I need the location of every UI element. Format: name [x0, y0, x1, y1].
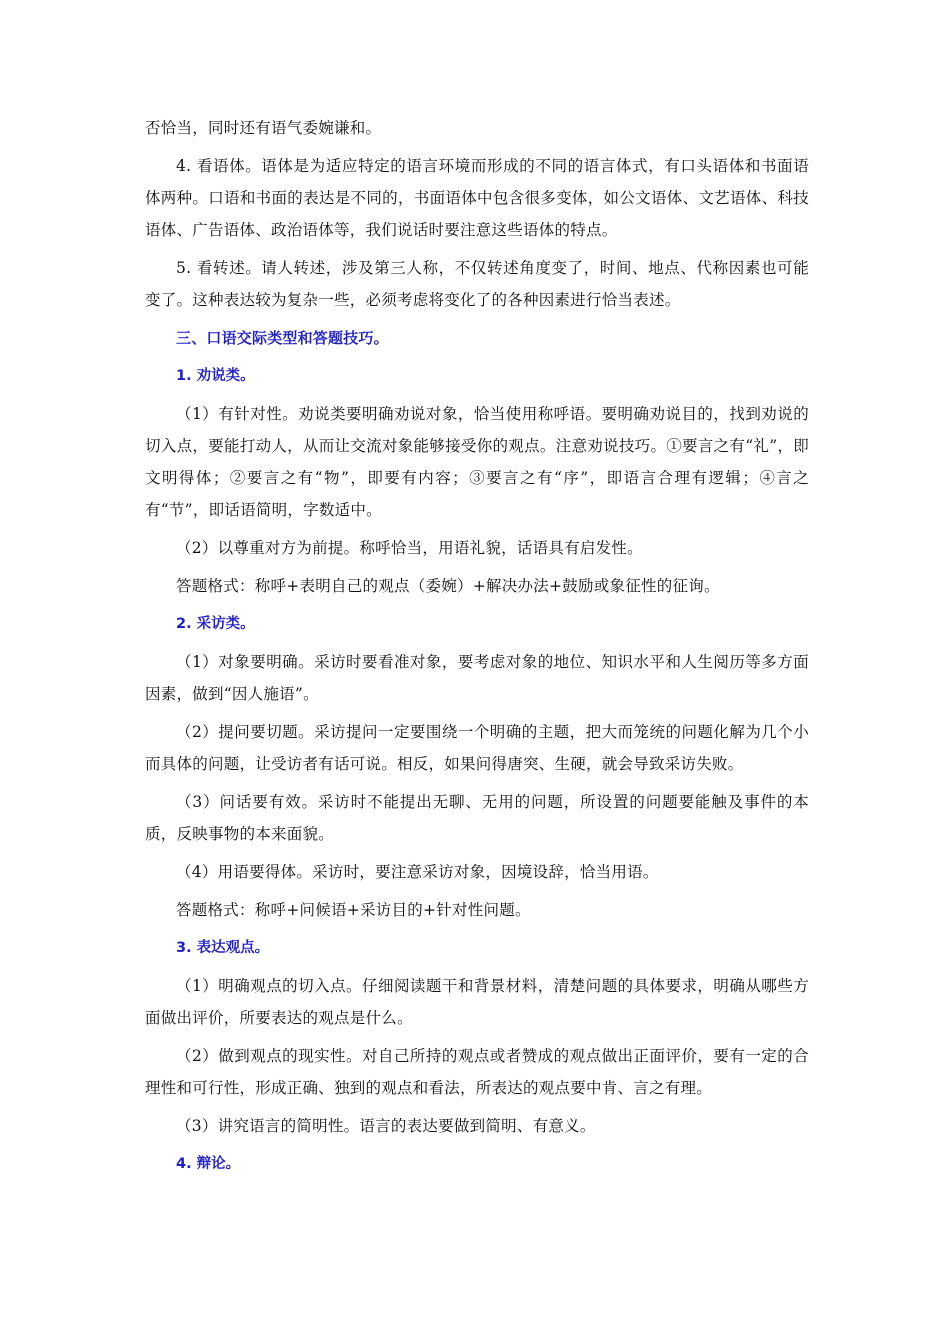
subheading-express-views: 3. 表达观点。: [176, 940, 270, 956]
subheading-debate: 4. 辩论。: [176, 1156, 241, 1172]
subheading-persuasion: 1. 劝说类。: [176, 368, 255, 384]
paragraph: （3）讲究语言的简明性。语言的表达要做到简明、有意义。: [176, 1117, 596, 1135]
paragraph: （1）有针对性。劝说类要明确劝说对象，恰当使用称呼语。要明确劝说目的，找到劝说的切入点，要能打动人，从而让交流对象能够接受你的观点。注意劝说技巧。①要言之有“礼”，即文明得体；②要言之有“物”，即要有内容；③要言之有“序”，即语言合理有逻辑；④言之有“节”，即话语简明，字数适中。: [145, 405, 809, 519]
paragraph-register: 4. 看语体。语体是为适应特定的语言环境而形成的不同的语言体式，有口头语体和书面语体两种。口语和书面的表达是不同的，书面语体中包含很多变体，如公文语体、文艺语体、科技语体、广告语体、政治语体等，我们说话时要注意这些语体的特点。: [145, 157, 809, 239]
answer-format: 答题格式：称呼+表明自己的观点（委婉）+解决办法+鼓励或象征性的征询。: [176, 577, 720, 595]
subheading-interview: 2. 采访类。: [176, 616, 255, 632]
paragraph: （2）提问要切题。采访提问一定要围绕一个明确的主题，把大而笼统的问题化解为几个小而具体的问题，让受访者有话可说。相反，如果问得唐突、生硬，就会导致采访失败。: [145, 723, 809, 773]
paragraph: （2）以尊重对方为前提。称呼恰当，用语礼貌，话语具有启发性。: [176, 539, 643, 557]
paragraph: （3）问话要有效。采访时不能提出无聊、无用的问题，所设置的问题要能触及事件的本质，反映事物的本来面貌。: [145, 793, 809, 843]
paragraph: （2）做到观点的现实性。对自己所持的观点或者赞成的观点做出正面评价，要有一定的合理性和可行性，形成正确、独到的观点和看法，所表达的观点要中肯、言之有理。: [145, 1047, 809, 1097]
paragraph: 否恰当，同时还有语气委婉谦和。: [145, 119, 382, 137]
document-body: [145, 112, 809, 1186]
paragraph: （1）明确观点的切入点。仔细阅读题干和背景材料，清楚问题的具体要求，明确从哪些方面做出评价，所要表达的观点是什么。: [145, 977, 809, 1027]
answer-format: 答题格式：称呼+问候语+采访目的+针对性问题。: [176, 901, 531, 919]
paragraph: （4）用语要得体。采访时，要注意采访对象，因境设辞，恰当用语。: [176, 863, 659, 881]
section-heading: 三、口语交际类型和答题技巧。: [176, 329, 389, 347]
paragraph: （1）对象要明确。采访时要看准对象，要考虑对象的地位、知识水平和人生阅历等多方面因素，做到“因人施语”。: [145, 653, 809, 703]
paragraph-paraphrase: 5. 看转述。请人转述，涉及第三人称，不仅转述角度变了，时间、地点、代称因素也可能变了。这种表达较为复杂一些，必须考虑将变化了的各种因素进行恰当表述。: [145, 259, 809, 309]
